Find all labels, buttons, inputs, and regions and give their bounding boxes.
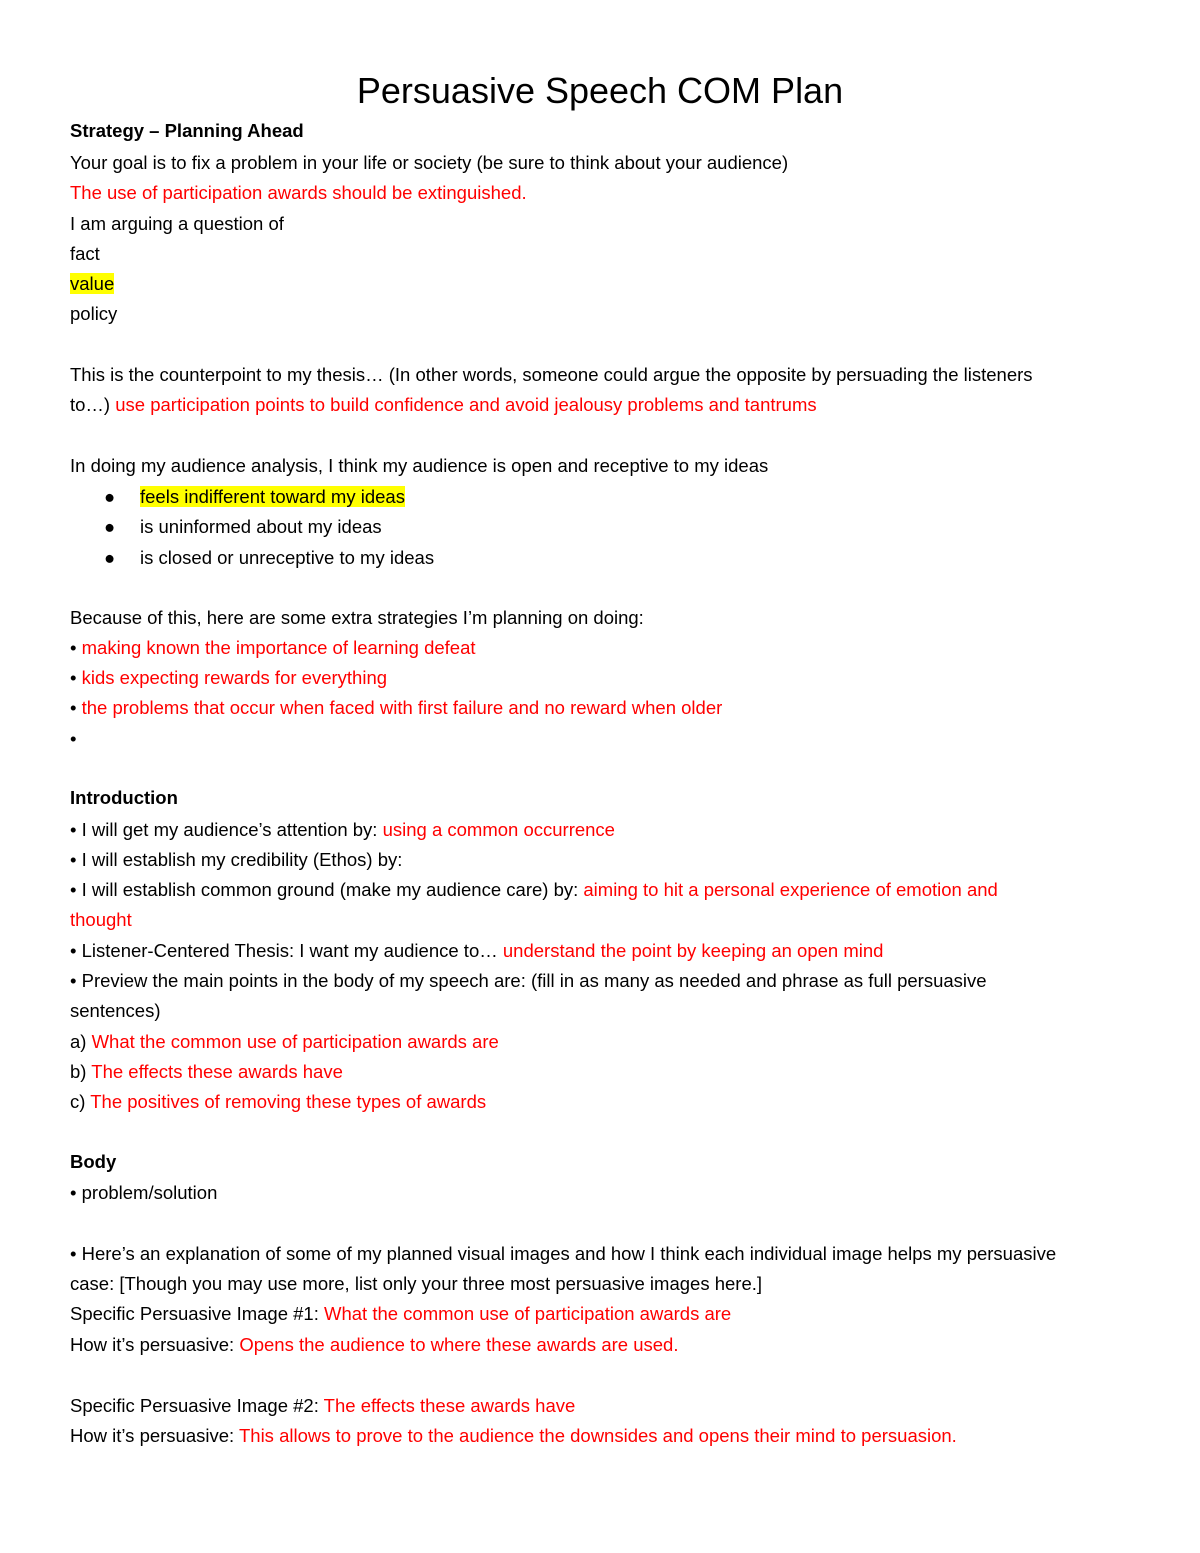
how2-label: How it’s persuasive: bbox=[70, 1425, 235, 1446]
audience-prompt: In doing my audience analysis, I think my audience is open and receptive to my ideas bbox=[70, 455, 769, 476]
audience-option bbox=[140, 485, 405, 509]
bullet-icon: • bbox=[70, 728, 77, 749]
attention-line bbox=[70, 818, 615, 842]
extra-item-text: kids expecting rewards for everything bbox=[81, 667, 388, 688]
counter-prompt-end: to…) bbox=[70, 394, 111, 415]
image1-line bbox=[70, 1302, 731, 1326]
how1-text: Opens the audience to where these awards are used. bbox=[239, 1334, 679, 1355]
visual-prompt-cont: case: [Though you may use more, list only your three most persuasive images here.] bbox=[70, 1273, 763, 1294]
how1-line bbox=[70, 1333, 678, 1357]
image2-label: Specific Persuasive Image #2: bbox=[70, 1395, 319, 1416]
point-label: b) bbox=[70, 1061, 87, 1082]
goal-answer: The use of participation awards should be extinguished. bbox=[70, 182, 527, 203]
attention-prompt: • I will get my audience’s attention by: bbox=[70, 819, 378, 840]
common-ground-answer-cont: thought bbox=[70, 909, 132, 930]
organization-pattern: • problem/solution bbox=[70, 1182, 218, 1203]
extra-item-empty bbox=[70, 727, 76, 751]
common-ground-prompt: • I will establish common ground (make my audience care) by: bbox=[70, 879, 579, 900]
audience-option: is uninformed about my ideas bbox=[140, 516, 382, 537]
point-label: a) bbox=[70, 1031, 87, 1052]
point-text: The positives of removing these types of awards bbox=[90, 1091, 487, 1112]
extra-item-text: making known the importance of learning defeat bbox=[81, 637, 476, 658]
extra-prompt: Because of this, here are some extra strategies I’m planning on doing: bbox=[70, 607, 644, 628]
question-prompt: I am arguing a question of bbox=[70, 213, 284, 234]
highlighted-value: value bbox=[70, 273, 115, 294]
thesis-answer: understand the point by keeping an open mind bbox=[502, 940, 884, 961]
how2-text: This allows to prove to the audience the downsides and opens their mind to persuasion. bbox=[238, 1425, 957, 1446]
bullet-icon: • bbox=[70, 697, 77, 718]
point-text: The effects these awards have bbox=[91, 1061, 343, 1082]
bullet-icon: ● bbox=[104, 516, 116, 537]
counter-line bbox=[70, 393, 817, 417]
how1-label: How it’s persuasive: bbox=[70, 1334, 235, 1355]
point-text: What the common use of participation awards are bbox=[91, 1031, 499, 1052]
goal-prompt: Your goal is to fix a problem in your life or society (be sure to think about your audience) bbox=[70, 152, 789, 173]
highlighted-audience-option: feels indifferent toward my ideas bbox=[140, 486, 405, 507]
common-ground-line bbox=[70, 878, 998, 902]
option-fact: fact bbox=[70, 243, 100, 264]
preview-point bbox=[70, 1060, 343, 1084]
preview-point bbox=[70, 1030, 499, 1054]
attention-answer: using a common occurrence bbox=[382, 819, 615, 840]
image1-label: Specific Persuasive Image #1: bbox=[70, 1303, 319, 1324]
extra-item-text: the problems that occur when faced with first failure and no reward when older bbox=[81, 697, 723, 718]
preview-prompt-cont: sentences) bbox=[70, 1000, 161, 1021]
bullet-icon: ● bbox=[104, 486, 116, 507]
strategy-heading: Strategy – Planning Ahead bbox=[70, 120, 304, 141]
bullet-icon: ● bbox=[104, 547, 116, 568]
bullet-icon: • bbox=[70, 667, 77, 688]
extra-item bbox=[70, 636, 476, 660]
image2-line bbox=[70, 1394, 575, 1418]
preview-prompt: • Preview the main points in the body of my speech are: (fill in as many as needed and phrase as full persuasive bbox=[70, 970, 987, 991]
extra-item bbox=[70, 696, 722, 720]
counter-answer: use participation points to build confidence and avoid jealousy problems and tantrums bbox=[115, 394, 817, 415]
thesis-prompt: • Listener-Centered Thesis: I want my audience to… bbox=[70, 940, 498, 961]
body-heading: Body bbox=[70, 1151, 117, 1172]
thesis-line bbox=[70, 939, 883, 963]
option-policy: policy bbox=[70, 303, 118, 324]
common-ground-answer: aiming to hit a personal experience of emotion and bbox=[583, 879, 998, 900]
how2-line bbox=[70, 1424, 957, 1448]
point-label: c) bbox=[70, 1091, 86, 1112]
extra-item bbox=[70, 666, 387, 690]
visual-prompt: • Here’s an explanation of some of my planned visual images and how I think each individual image helps my persuasive bbox=[70, 1243, 1057, 1264]
page-title: Persuasive Speech COM Plan bbox=[356, 70, 844, 111]
preview-point bbox=[70, 1090, 486, 1114]
bullet-icon: • bbox=[70, 637, 77, 658]
audience-option: is closed or unreceptive to my ideas bbox=[140, 547, 435, 568]
image1-text: What the common use of participation awards are bbox=[324, 1303, 732, 1324]
introduction-heading: Introduction bbox=[70, 787, 178, 808]
image2-text: The effects these awards have bbox=[323, 1395, 576, 1416]
credibility-prompt: • I will establish my credibility (Ethos) by: bbox=[70, 849, 403, 870]
option-value bbox=[70, 272, 114, 296]
counter-prompt: This is the counterpoint to my thesis… (In other words, someone could argue the opposite by persuading the listeners bbox=[70, 364, 1033, 385]
